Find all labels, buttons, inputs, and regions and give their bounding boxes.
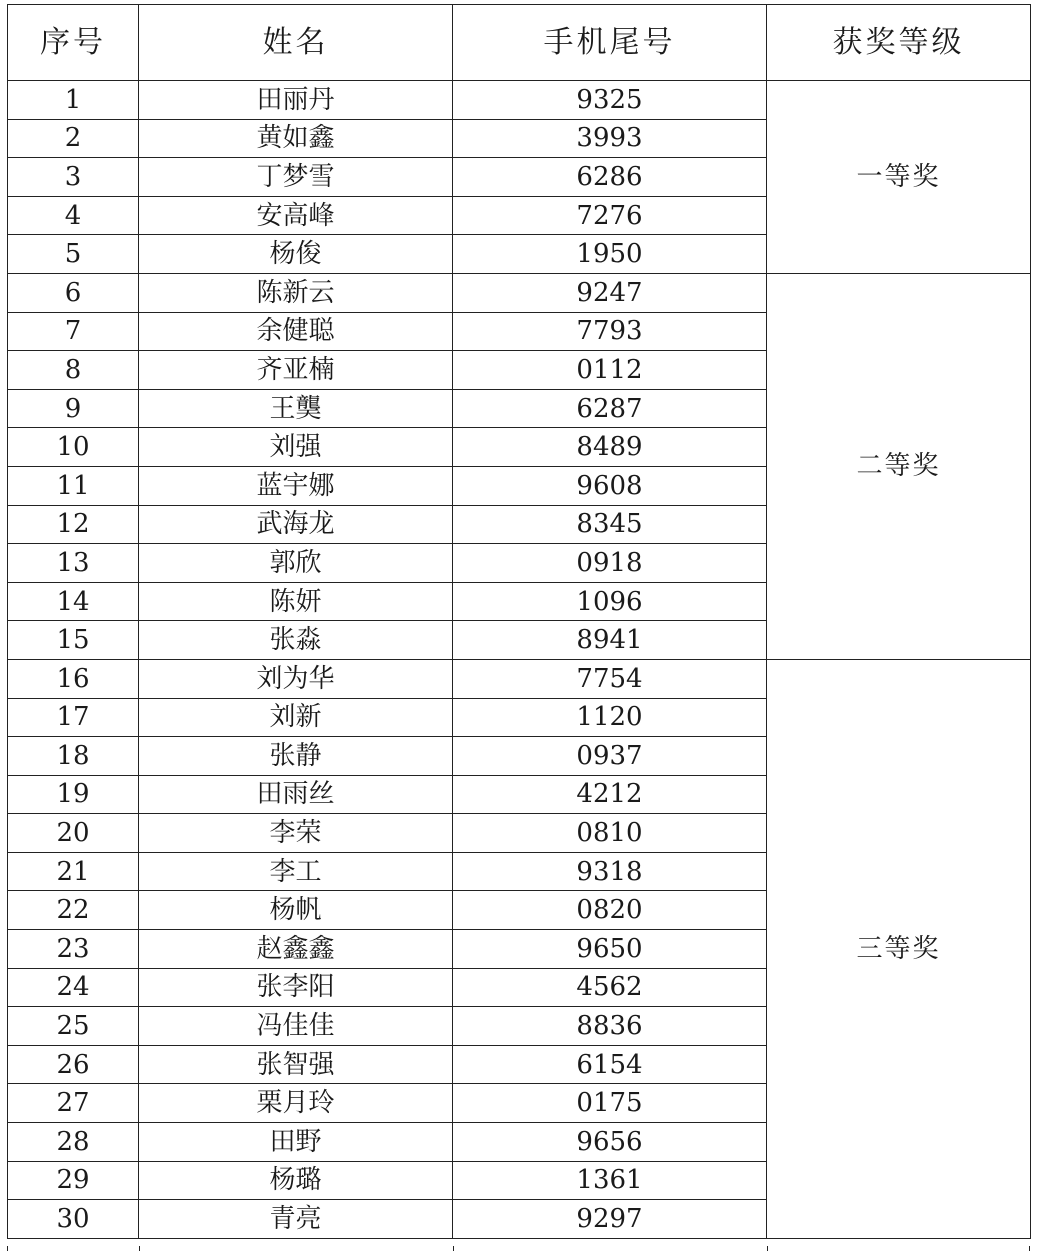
cell-name: 张智强	[139, 1045, 453, 1084]
cell-name: 刘强	[139, 428, 453, 467]
cell-phone-tail: 8489	[453, 428, 767, 467]
cell-serial-number: 29	[8, 1161, 139, 1200]
header-serial-number: 序号	[8, 5, 139, 81]
cell-serial-number: 8	[8, 351, 139, 390]
cell-name: 张静	[139, 737, 453, 776]
cell-phone-tail: 4212	[453, 775, 767, 814]
cell-serial-number: 24	[8, 968, 139, 1007]
cell-phone-tail: 9656	[453, 1123, 767, 1162]
table-body	[8, 81, 1031, 1239]
cell-name: 郭欣	[139, 544, 453, 583]
cell-phone-tail: 8345	[453, 505, 767, 544]
cell-name: 丁梦雪	[139, 158, 453, 197]
cell-phone-tail: 1120	[453, 698, 767, 737]
cell-name: 李工	[139, 852, 453, 891]
cell-name: 余健聪	[139, 312, 453, 351]
cell-name: 田丽丹	[139, 81, 453, 120]
cell-name: 杨帆	[139, 891, 453, 930]
cell-phone-tail: 8836	[453, 1007, 767, 1046]
cell-serial-number: 17	[8, 698, 139, 737]
cell-name: 安高峰	[139, 196, 453, 235]
cell-name: 齐亚楠	[139, 351, 453, 390]
cell-phone-tail: 3993	[453, 119, 767, 158]
cell-serial-number: 10	[8, 428, 139, 467]
cell-serial-number: 21	[8, 852, 139, 891]
cell-name: 张淼	[139, 621, 453, 660]
cell-serial-number: 22	[8, 891, 139, 930]
cell-phone-tail: 0820	[453, 891, 767, 930]
cell-phone-tail: 7793	[453, 312, 767, 351]
cell-phone-tail: 0175	[453, 1084, 767, 1123]
cell-serial-number: 13	[8, 544, 139, 583]
header-name: 姓名	[139, 5, 453, 81]
cell-phone-tail: 7276	[453, 196, 767, 235]
cell-name: 武海龙	[139, 505, 453, 544]
cell-serial-number: 26	[8, 1045, 139, 1084]
cell-serial-number: 12	[8, 505, 139, 544]
cell-name: 蓝宇娜	[139, 466, 453, 505]
cell-serial-number: 9	[8, 389, 139, 428]
header-phone-tail: 手机尾号	[453, 5, 767, 81]
cell-serial-number: 16	[8, 659, 139, 698]
cell-name: 张李阳	[139, 968, 453, 1007]
cell-serial-number: 5	[8, 235, 139, 274]
cell-serial-number: 4	[8, 196, 139, 235]
cell-serial-number: 15	[8, 621, 139, 660]
cell-name: 陈新云	[139, 273, 453, 312]
cell-phone-tail: 9247	[453, 273, 767, 312]
cell-serial-number: 19	[8, 775, 139, 814]
cell-phone-tail: 0810	[453, 814, 767, 853]
cell-name: 栗月玲	[139, 1084, 453, 1123]
cell-serial-number: 7	[8, 312, 139, 351]
cell-name: 杨璐	[139, 1161, 453, 1200]
cell-serial-number: 11	[8, 466, 139, 505]
cell-serial-number: 20	[8, 814, 139, 853]
cell-serial-number: 6	[8, 273, 139, 312]
cell-phone-tail: 9297	[453, 1200, 767, 1239]
table-row	[8, 273, 1031, 312]
cell-name: 陈妍	[139, 582, 453, 621]
cell-name: 田雨丝	[139, 775, 453, 814]
cell-phone-tail: 0112	[453, 351, 767, 390]
cell-name: 田野	[139, 1123, 453, 1162]
cell-serial-number: 30	[8, 1200, 139, 1239]
cell-phone-tail: 1361	[453, 1161, 767, 1200]
table-row	[8, 659, 1031, 698]
table-continuation-edge	[7, 1246, 1030, 1251]
cell-serial-number: 2	[8, 119, 139, 158]
cell-name: 冯佳佳	[139, 1007, 453, 1046]
cell-serial-number: 23	[8, 930, 139, 969]
cell-name: 黄如鑫	[139, 119, 453, 158]
cell-serial-number: 3	[8, 158, 139, 197]
cell-phone-tail: 9608	[453, 466, 767, 505]
cell-phone-tail: 6286	[453, 158, 767, 197]
cell-name: 刘为华	[139, 659, 453, 698]
cell-award-level: 三等奖	[767, 659, 1031, 1238]
cell-phone-tail: 0937	[453, 737, 767, 776]
cell-phone-tail: 6287	[453, 389, 767, 428]
cell-serial-number: 28	[8, 1123, 139, 1162]
winners-table	[7, 4, 1031, 1239]
cell-serial-number: 1	[8, 81, 139, 120]
cell-name: 刘新	[139, 698, 453, 737]
header-award-level: 获奖等级	[767, 5, 1031, 81]
cell-phone-tail: 4562	[453, 968, 767, 1007]
cell-serial-number: 27	[8, 1084, 139, 1123]
cell-serial-number: 14	[8, 582, 139, 621]
cell-phone-tail: 9325	[453, 81, 767, 120]
cell-name: 赵鑫鑫	[139, 930, 453, 969]
header-row	[8, 5, 1031, 81]
cell-phone-tail: 7754	[453, 659, 767, 698]
cell-phone-tail: 9650	[453, 930, 767, 969]
cell-phone-tail: 8941	[453, 621, 767, 660]
table-row	[8, 81, 1031, 120]
cell-phone-tail: 0918	[453, 544, 767, 583]
cell-phone-tail: 9318	[453, 852, 767, 891]
cell-serial-number: 18	[8, 737, 139, 776]
cell-phone-tail: 1950	[453, 235, 767, 274]
cell-award-level: 二等奖	[767, 273, 1031, 659]
cell-award-level: 一等奖	[767, 81, 1031, 274]
cell-phone-tail: 1096	[453, 582, 767, 621]
cell-name: 青亮	[139, 1200, 453, 1239]
cell-name: 杨俊	[139, 235, 453, 274]
cell-phone-tail: 6154	[453, 1045, 767, 1084]
cell-serial-number: 25	[8, 1007, 139, 1046]
cell-name: 王龑	[139, 389, 453, 428]
cell-name: 李荣	[139, 814, 453, 853]
